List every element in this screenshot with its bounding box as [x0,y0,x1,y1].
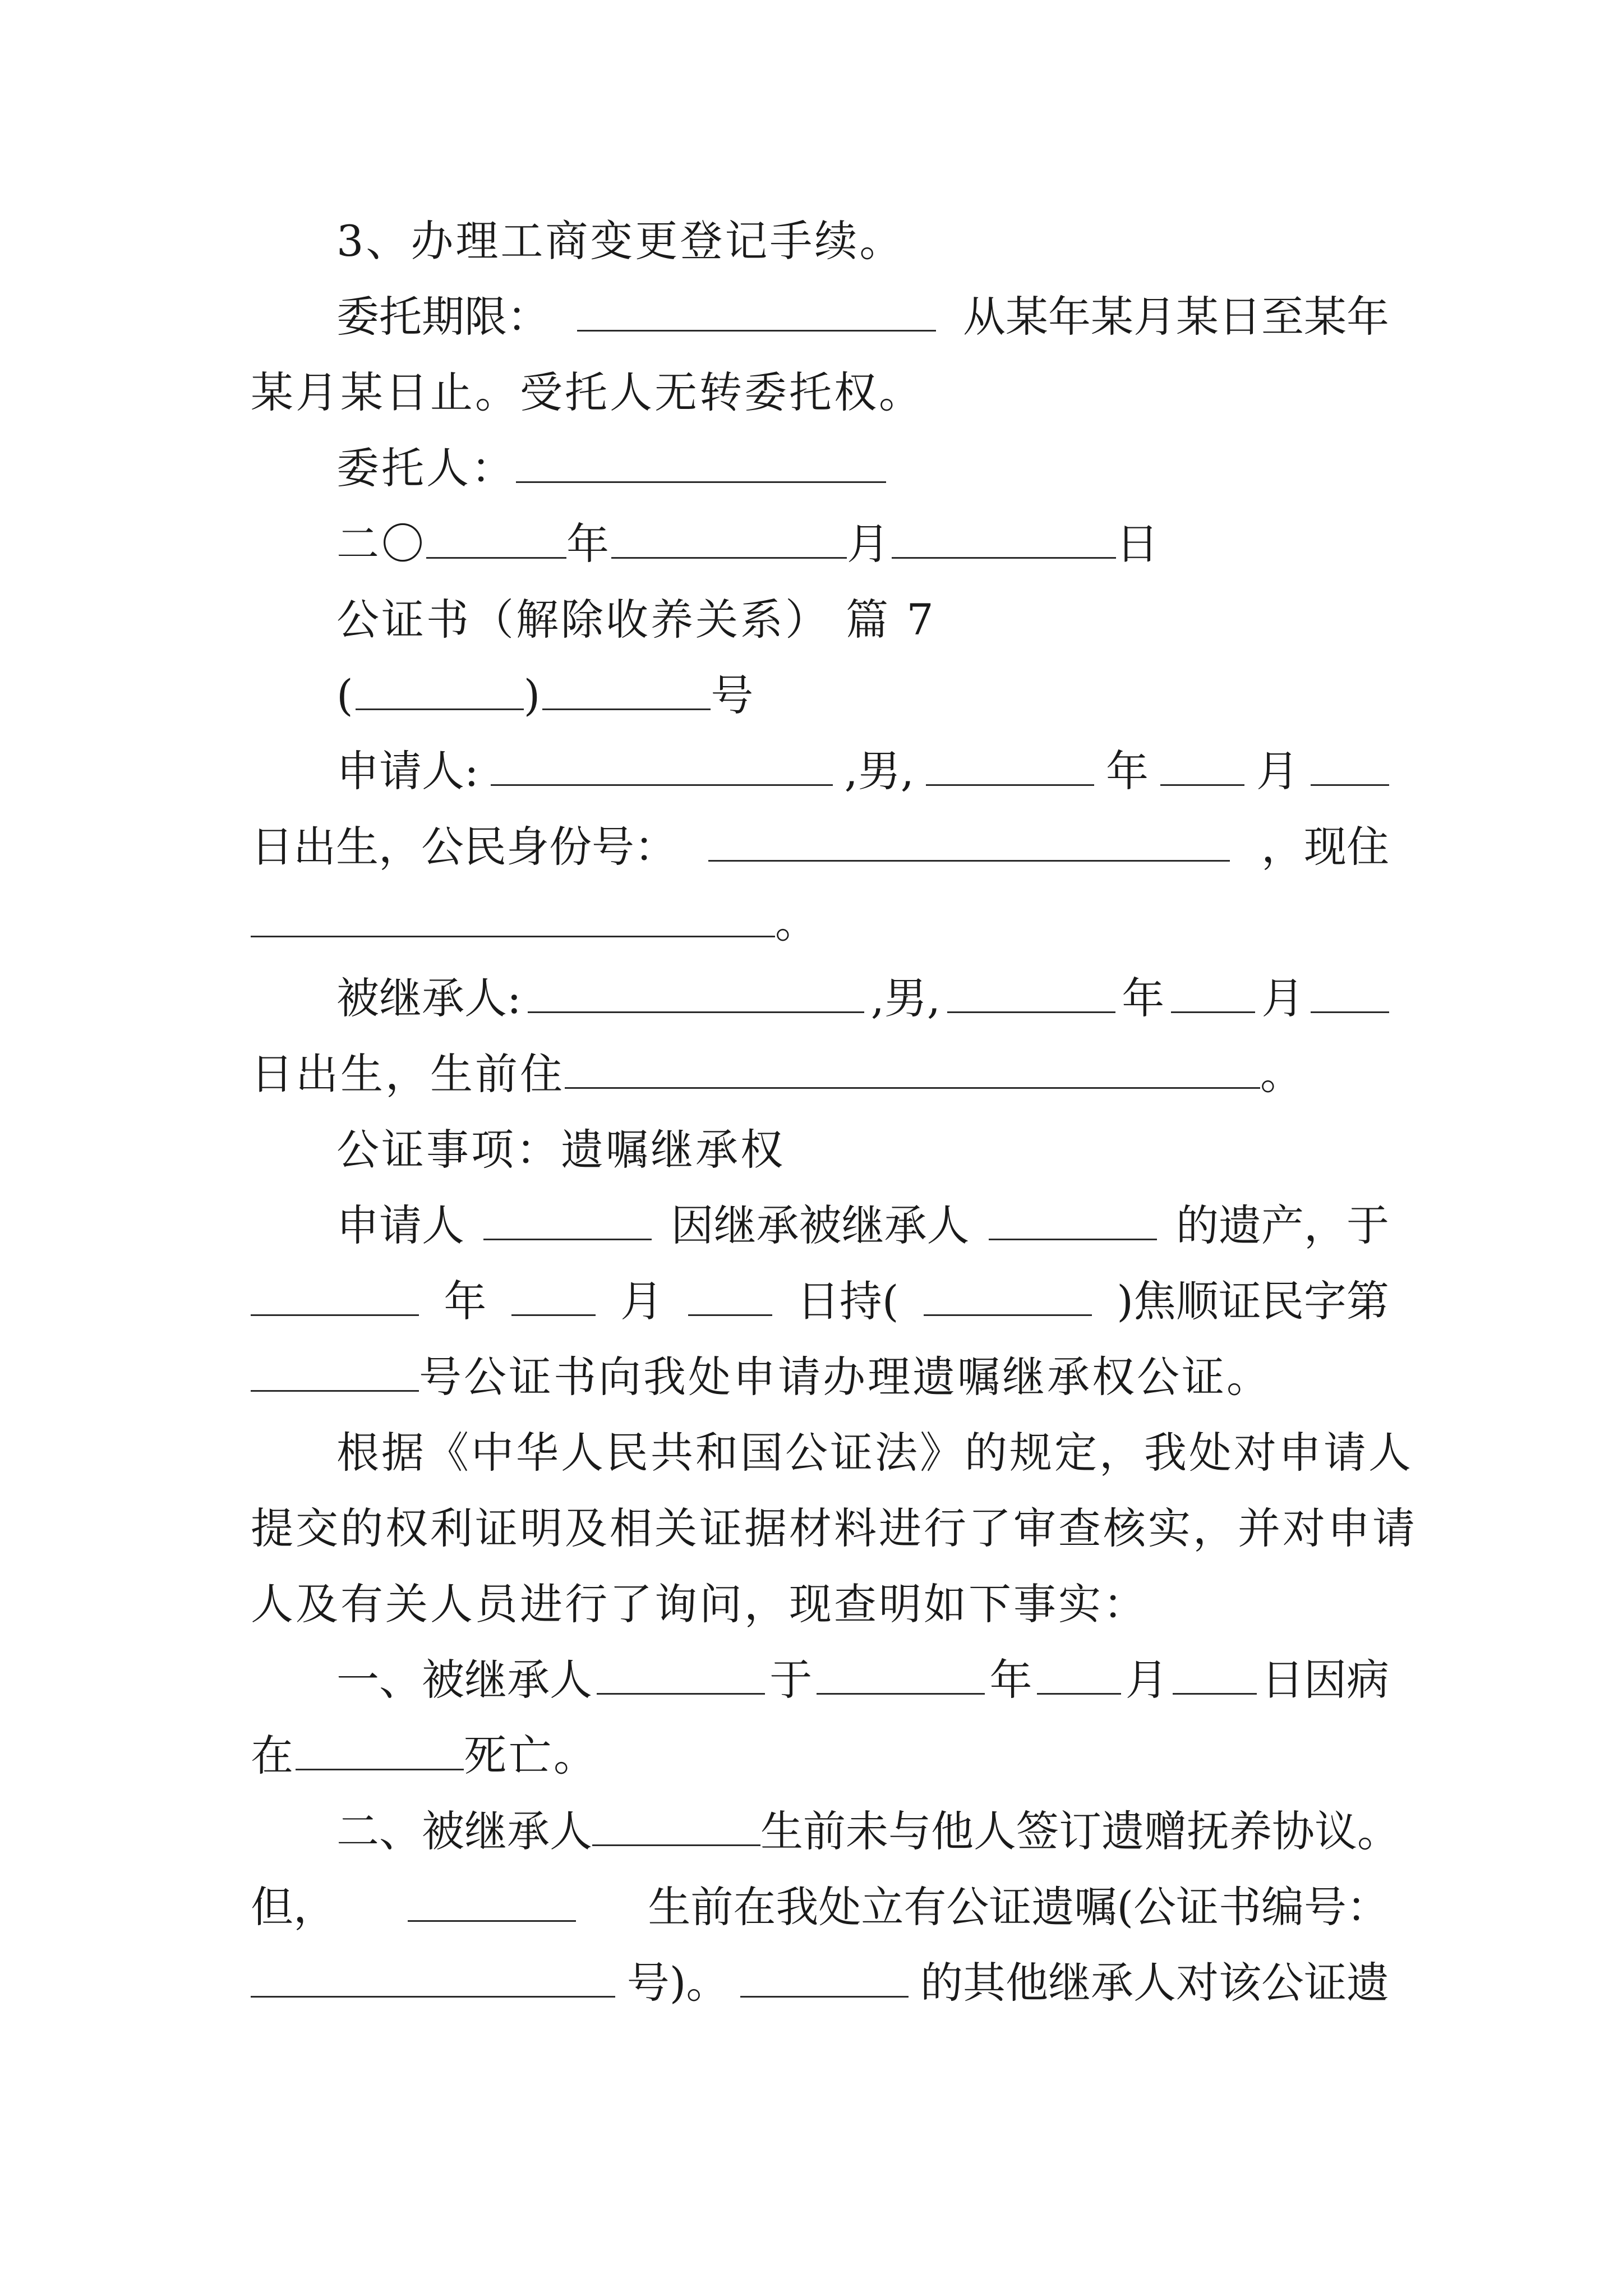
blank-field-cert-number [542,667,711,710]
fact-1-at: 在 [251,1731,296,1780]
blank-field-year [426,516,566,559]
blank-field-period [577,288,936,332]
month-label: 月 [620,1276,663,1326]
applicant-word: 申请人 [336,1200,464,1250]
text-line-fact-2-heirs [251,1952,1389,2014]
fact-1-label: 一、被继承人 [336,1655,592,1705]
applicant-address-label: ，现住 [1261,822,1389,872]
legal-basis-text-3: 人及有关人员进行了询问，现查明如下事实： [251,1579,1148,1629]
item-3-text: 3、办理工商变更登记手续。 [336,216,905,266]
blank-field-decedent-day [1311,970,1389,1013]
certificate-word-text: )焦顺证民字第 [1117,1276,1389,1326]
text-line-fact-1-place [251,1725,1389,1787]
text-line-date [336,513,1389,575]
text-line-holding-certificate [251,1271,1389,1332]
year-label: 年 [444,1276,487,1326]
text-line-item-3 [336,210,1389,272]
text-line-fact-1 [336,1649,1389,1711]
blank-field-applicant [483,1197,652,1240]
fact-1-death: 死亡。 [464,1731,598,1780]
applicant-gender: ,男, [844,746,914,796]
period-mark: 。 [1260,1049,1305,1099]
blank-field-place [296,1727,464,1770]
text-line-applicant [336,740,1389,802]
blank-field-decedent-month [1171,970,1255,1013]
applicant-month-label: 月 [1256,746,1299,796]
day-holding-text: 日持( [796,1276,899,1326]
blank-field-cert-number [251,1349,419,1392]
fact-1-illness: 日因病 [1261,1655,1389,1705]
legal-basis-text-1: 根据《中华人民共和国公证法》的规定，我处对申请人 [336,1428,1413,1478]
blank-field-applicant-month [1160,743,1244,786]
apply-notarization-text: 号公证书向我处申请办理遗嘱继承权公证。 [419,1352,1271,1402]
blank-field-decedent [408,1879,576,1922]
section-heading [336,589,1389,651]
entrust-period-label: 委托期限： [336,292,550,342]
blank-field-applicant-year [926,743,1094,786]
text-line-apply-notarization [251,1346,1389,1408]
date-day-label: 日 [1116,519,1161,569]
blank-field-day [1173,1651,1257,1695]
date-year-label: 年 [566,519,611,569]
date-month-label: 月 [847,519,892,569]
blank-field-day [688,1273,772,1316]
applicant-id-label: 日出生，公民身份号： [251,822,677,872]
fact-2-will-text: 生前在我处立有公证遗嘱(公证书编号： [648,1882,1389,1932]
entrust-period-text: 从某年某月某日至某年 [963,292,1389,342]
text-line-legal-basis-2 [251,1498,1417,1559]
blank-field-year [251,1273,419,1316]
paren-open: ( [336,670,356,720]
fact-1-year: 年 [989,1655,1032,1705]
text-line-decedent-address [251,1043,1389,1105]
blank-field-month [1037,1651,1121,1695]
text-line-fact-2 [336,1801,1400,1862]
text-line-legal-basis-1 [336,1422,1413,1484]
decedent-month-label: 月 [1261,973,1304,1023]
inherit-text: 因继承被继承人 [671,1200,970,1250]
blank-field-decedent-name [528,970,864,1013]
blank-field-applicant-id [708,818,1230,862]
text-line-entrust-period [336,286,1389,348]
fact-2-number: 号)。 [626,1958,729,2008]
decedent-address-label: 日出生，生前住 [251,1049,565,1099]
applicant-year-label: 年 [1105,746,1149,796]
fact-2-text: 生前未与他人签订遗赠抚养协议。 [760,1806,1400,1856]
blank-field-applicant-day [1311,743,1389,786]
fact-1-month: 月 [1125,1655,1168,1705]
blank-field-cert-prefix [356,667,524,710]
estate-text: 的遗产，于 [1176,1200,1389,1250]
blank-field-applicant-name [491,743,833,786]
blank-field-decedent [597,1651,765,1695]
notary-matter-text: 公证事项：遗嘱继承权 [336,1125,785,1175]
fact-2-label: 二、被继承人 [336,1806,592,1856]
decedent-year-label: 年 [1122,973,1165,1023]
section-heading-text: 公证书（解除收养关系） 篇 7 [336,595,936,645]
text-line-decedent [336,968,1389,1029]
text-line-principal [336,438,1389,499]
blank-field-decedent-year [947,970,1115,1013]
applicant-label: 申请人: [336,746,479,796]
paren-close: ) [523,670,543,720]
blank-field-decedent [740,1954,909,1998]
legal-basis-text-2: 提交的权利证明及相关证据材料进行了审查核实，并对申请 [251,1503,1417,1553]
entrust-period-end-text: 某月某日止。受托人无转委托权。 [251,367,924,417]
number-label: 号 [711,670,756,720]
text-line-certificate-number [336,665,1389,726]
decedent-label: 被继承人: [336,973,522,1023]
text-line-applicant-address [251,892,1389,954]
text-line-entrust-period-end [251,362,1389,424]
blank-field-will-number [251,1954,615,1998]
blank-field-principal [516,440,886,483]
text-line-applicant-inherit [336,1195,1389,1257]
text-line-applicant-id [251,816,1389,878]
text-line-fact-2-will [251,1876,1389,1938]
blank-field-decedent-address [565,1046,1260,1089]
fact-2-but: 但， [251,1882,336,1932]
blank-field-decedent [989,1197,1157,1240]
blank-field-decedent [592,1803,760,1846]
period-mark: 。 [775,898,820,947]
blank-field-applicant-address [251,894,775,937]
decedent-gender: ,男, [870,973,941,1023]
fact-1-on: 于 [769,1655,813,1705]
blank-field-day [892,516,1116,559]
fact-2-heirs-text: 的其他继承人对该公证遗 [920,1958,1389,2008]
blank-field-month [611,516,847,559]
blank-field-cert-prefix [924,1273,1092,1316]
principal-label: 委托人： [336,443,516,493]
date-year-prefix: 二〇 [336,519,426,569]
text-line-legal-basis-3 [251,1573,1389,1635]
text-line-notary-matter [336,1119,1389,1181]
blank-field-month [511,1273,596,1316]
blank-field-year [817,1651,985,1695]
